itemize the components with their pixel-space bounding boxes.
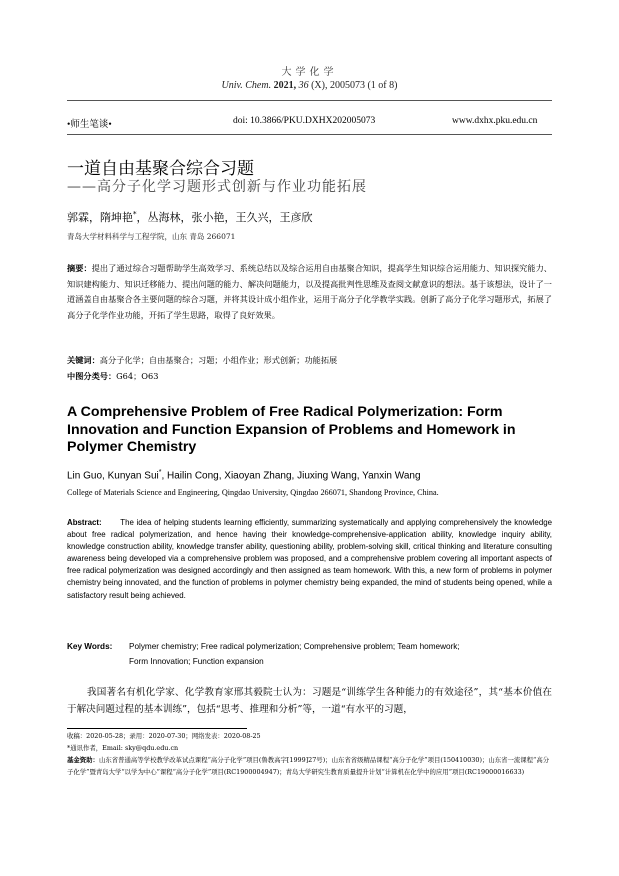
cn-keywords-label: 关键词： bbox=[67, 355, 100, 365]
citation-year: 2021, bbox=[273, 80, 297, 91]
header-rule bbox=[67, 100, 552, 101]
cn-class-text: G64；O63 bbox=[116, 371, 159, 381]
en-abstract bbox=[67, 517, 552, 602]
en-corresponding-mark: * bbox=[158, 469, 162, 476]
section-label: •师生笔谈• bbox=[67, 120, 112, 130]
en-abstract-text: The idea of helping students learning efficiently, summarizing systematically and applying comprehensively the knowledge about free radical polymerization, and hence having their knowledge-comprehensive-application ability, knowledge inquiry ability, knowledge construction ability, knowledge transfer ability, questioning ability, problem-solving skill, critical thinking and literature consulting awareness being developed via a comprehensive problem was proposed, and a comprehensive problem covering all important aspects of free radical polymerization was designed accordingly and then assigned as team homework. With this, a new form of problems in polymer chemistry being innovated, and the function of problems in polymer chemistry being expanded, the mind of students being opened, while a satisfactory result being achieved. bbox=[67, 518, 552, 600]
cn-keywords bbox=[67, 355, 337, 366]
cn-affiliation: 青岛大学材料科学与工程学院，山东 青岛 266071 bbox=[67, 232, 236, 241]
footnote-corresponding: *通讯作者，Email: sky@qdu.edu.cn bbox=[67, 744, 179, 752]
cn-authors-first: 郭霖，隋坤艳 bbox=[67, 211, 133, 224]
body-paragraph: 我国著名有机化学家、化学教育家邢其毅院士认为：习题是“训练学生各种能力的有效途径”，其“基本价值在于解决问题过程的基本训练”，包括“思考、推理和分析”等，一道“有水平的习题， bbox=[67, 687, 552, 715]
en-abstract-label: Abstract: bbox=[67, 518, 102, 527]
website-link[interactable]: www.dxhx.pku.edu.cn bbox=[452, 116, 538, 126]
en-authors bbox=[67, 469, 421, 481]
en-title: A Comprehensive Problem of Free Radical Polymerization: Form Innovation and Function Expansion of Problems and Homework in Polymer Chemistry bbox=[67, 404, 516, 455]
en-keywords-line1: Polymer chemistry; Free radical polymerization; Comprehensive problem; Team homework; bbox=[129, 642, 460, 651]
cn-authors bbox=[67, 209, 313, 225]
meta-rule bbox=[67, 134, 552, 135]
citation-line bbox=[0, 80, 619, 91]
cn-class-label: 中图分类号： bbox=[67, 371, 117, 381]
cn-abstract-label: 摘要： bbox=[67, 263, 92, 273]
footnote-funding-label: 基金资助： bbox=[67, 756, 99, 764]
cn-subtitle: ——高分子化学习题形式创新与作业功能拓展 bbox=[67, 179, 367, 195]
footnote-rule bbox=[67, 728, 247, 729]
en-authors-first: Lin Guo, Kunyan Sui bbox=[67, 470, 159, 482]
en-authors-rest: , Hailin Cong, Xiaoyan Zhang, Jiuxing Wang, Yanxin Wang bbox=[161, 470, 421, 482]
corresponding-mark: * bbox=[133, 210, 137, 219]
cn-abstract bbox=[67, 261, 552, 323]
en-keywords-line2: Form Innovation; Function expansion bbox=[129, 657, 264, 666]
en-affiliation: College of Materials Science and Engineering, Qingdao University, Qingdao 266071, Shandong Province, China. bbox=[67, 488, 439, 497]
footnote-funding-text: 山东省普通高等学校教学改革试点课程“高分子化学”项目(鲁教高字[1999]27号)；山东省省级精品课程“高分子化学”项目(150410030)；山东省一流课程“高分子化学”暨青岛大学“以学为中心”课程“高分子化学”项目(RC1900004947)；青岛大学研究生教育质量提升计划“计算机在化学中的应用”项目(RC19000016633) bbox=[67, 756, 550, 776]
cn-authors-rest: ，丛海林，张小艳，王久兴，王彦欣 bbox=[136, 211, 313, 224]
cn-keywords-text: 高分子化学；自由基聚合；习题；小组作业；形式创新；功能拓展 bbox=[99, 355, 338, 365]
cn-abstract-text: 提出了通过综合习题帮助学生高效学习、系统总结以及综合运用自由基聚合知识，提高学生知识综合运用能力、知识探究能力、知识建构能力、知识迁移能力、提出问题的能力、解决问题能力，以及提高批判性思维及查阅文献意识的想法。基于该想法，设计了一道涵盖自由基聚合各主要问题的综合习题，并将其设计成小组作业，运用于高分子化学教学实践。创新了高分子化学习题形式，拓展了高分子化学作业功能，开拓了学生思路，取得了良好效果。 bbox=[67, 263, 552, 320]
footnote-received: 收稿：2020-05-28；录用：2020-07-30；网络发表：2020-08-25 bbox=[67, 732, 261, 740]
doi-text[interactable]: doi: 10.3866/PKU.DXHX202005073 bbox=[233, 116, 376, 126]
en-keywords-label: Key Words: bbox=[67, 642, 113, 651]
citation-rest: (X), 2005073 (1 of 8) bbox=[311, 80, 398, 91]
journal-name: 大学化学 bbox=[281, 67, 338, 78]
citation-volume: 36 bbox=[298, 80, 309, 91]
cn-classification bbox=[67, 371, 158, 382]
cn-title: 一道自由基聚合综合习题 bbox=[67, 159, 254, 179]
citation-journal-abbrev: Univ. Chem. bbox=[221, 80, 272, 91]
footnote-funding bbox=[67, 755, 552, 778]
